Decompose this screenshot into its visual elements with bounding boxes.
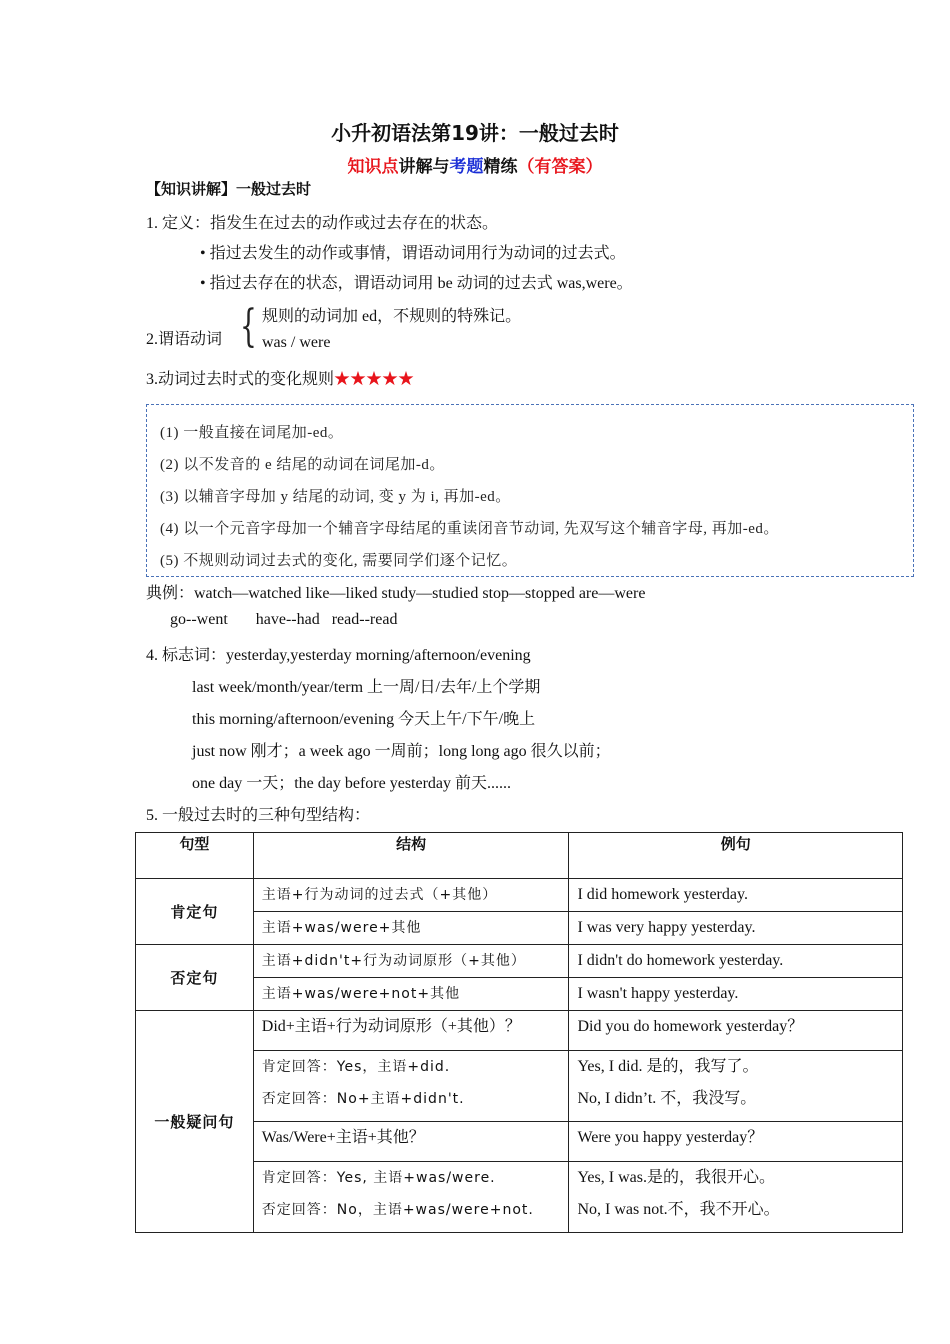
subtitle-part-knowledge: 知识点 — [347, 157, 399, 177]
subtitle-part-answers: （有答案） — [517, 157, 603, 177]
rule-item-2: (2) 以不发音的 e 结尾的动词在词尾加-d。 — [160, 457, 445, 473]
row-label-affirmative: 肯定句 — [136, 879, 254, 945]
definition-line — [146, 210, 498, 233]
structure-cell-yes: 肯定回答：Yes, 主语+was/were. — [261, 1170, 496, 1186]
page-title: 小升初语法第19讲：一般过去时 — [331, 121, 619, 145]
example-cell: I didn't do homework yesterday. — [577, 952, 784, 969]
example-cell-no: No, I didn’t. 不，我没写。 — [577, 1090, 757, 1107]
definition-label: 1. 定义： — [146, 215, 211, 232]
structure-cell: Did+主语+行为动词原形（+其他）？ — [261, 1018, 521, 1035]
predicate-label: 2.谓语动词 — [146, 331, 223, 348]
table-row — [136, 879, 903, 912]
rating-stars: ★★★★★ — [334, 371, 415, 388]
sentence-pattern-table — [135, 832, 903, 1233]
structure-cell: 主语+didn't+行为动词原形（+其他） — [261, 953, 526, 969]
structure-cell: 主语+行为动词的过去式（+其他） — [261, 887, 498, 903]
page-subtitle — [0, 152, 950, 177]
examples-line-2: go--went have--had read--read — [170, 611, 398, 628]
table-header-row — [136, 833, 903, 879]
example-cell: Did you do homework yesterday？ — [577, 1018, 804, 1035]
markers-line-4: just now 刚才；a week ago 一周前；long long ago 很久以前； — [192, 743, 611, 760]
definition-bullet-1: • 指过去发生的动作或事情，谓语动词用行为动词的过去式。 — [200, 245, 626, 262]
markers-line-3: this morning/afternoon/evening 今天上午/下午/晚上 — [192, 711, 536, 728]
example-cell: Were you happy yesterday？ — [577, 1129, 764, 1146]
table-intro: 5. 一般过去时的三种句型结构： — [146, 807, 371, 824]
markers-line-1: 4. 标志词：yesterday,yesterday morning/afternoon/evening — [146, 647, 531, 664]
rule-item-4: (4) 以一个元音字母加一个辅音字母结尾的重读闭音节动词, 先双写这个辅音字母, 再加-ed。 — [160, 521, 779, 537]
examples-line-1: 典例：watch—watched like—liked study—studied stop—stopped are—were — [146, 585, 646, 602]
structure-cell-no: 否定回答：No，主语+was/were+not. — [261, 1202, 534, 1218]
example-cell-yes: Yes, I was.是的，我很开心。 — [577, 1169, 775, 1186]
brace-symbol: { — [240, 301, 257, 352]
example-cell: I was very happy yesterday. — [577, 919, 756, 936]
structure-cell: Was/Were+主语+其他？ — [261, 1129, 425, 1146]
subtitle-part-explain: 讲解与 — [398, 157, 450, 177]
example-cell: I wasn't happy yesterday. — [577, 985, 739, 1002]
header-example: 例句 — [569, 833, 903, 879]
markers-line-5: one day 一天；the day before yesterday 前天...... — [192, 775, 512, 792]
section-heading: 【知识讲解】一般过去时 — [146, 180, 312, 198]
example-cell-no: No, I was not.不，我不开心。 — [577, 1201, 780, 1218]
row-label-negative: 否定句 — [136, 945, 254, 1011]
subtitle-part-practice: 精练 — [483, 157, 518, 177]
table-row — [136, 945, 903, 978]
header-structure: 结构 — [253, 833, 569, 879]
structure-cell-yes: 肯定回答：Yes，主语+did. — [261, 1059, 451, 1075]
header-pattern: 句型 — [136, 833, 254, 879]
row-label-question: 一般疑问句 — [136, 1011, 254, 1233]
structure-cell: 主语+was/were+not+其他 — [261, 986, 461, 1002]
subtitle-part-exam: 考题 — [449, 157, 484, 177]
rule-item-1: (1) 一般直接在词尾加-ed。 — [160, 425, 344, 441]
table-row — [136, 1011, 903, 1051]
rule-item-5: (5) 不规则动词过去式的变化, 需要同学们逐个记忆。 — [160, 553, 518, 569]
example-cell: I did homework yesterday. — [577, 886, 748, 903]
structure-cell: 主语+was/were+其他 — [261, 920, 422, 936]
definition-bullet-2: • 指过去存在的状态，谓语动词用 be 动词的过去式 was,were。 — [200, 275, 633, 292]
example-cell-yes: Yes, I did. 是的，我写了。 — [577, 1058, 759, 1075]
rules-heading-text: 3.动词过去时式的变化规则 — [146, 371, 335, 388]
structure-cell-no: 否定回答：No+主语+didn't. — [261, 1091, 465, 1107]
predicate-line-2: was / were — [262, 334, 331, 351]
rule-item-3: (3) 以辅音字母加 y 结尾的动词, 变 y 为 i, 再加-ed。 — [160, 489, 511, 505]
predicate-line-1: 规则的动词加 ed，不规则的特殊记。 — [262, 308, 522, 325]
rules-heading — [146, 366, 414, 389]
markers-line-2: last week/month/year/term 上一周/日/去年/上个学期 — [192, 679, 541, 696]
definition-text: 指发生在过去的动作或过去存在的状态。 — [210, 215, 499, 232]
